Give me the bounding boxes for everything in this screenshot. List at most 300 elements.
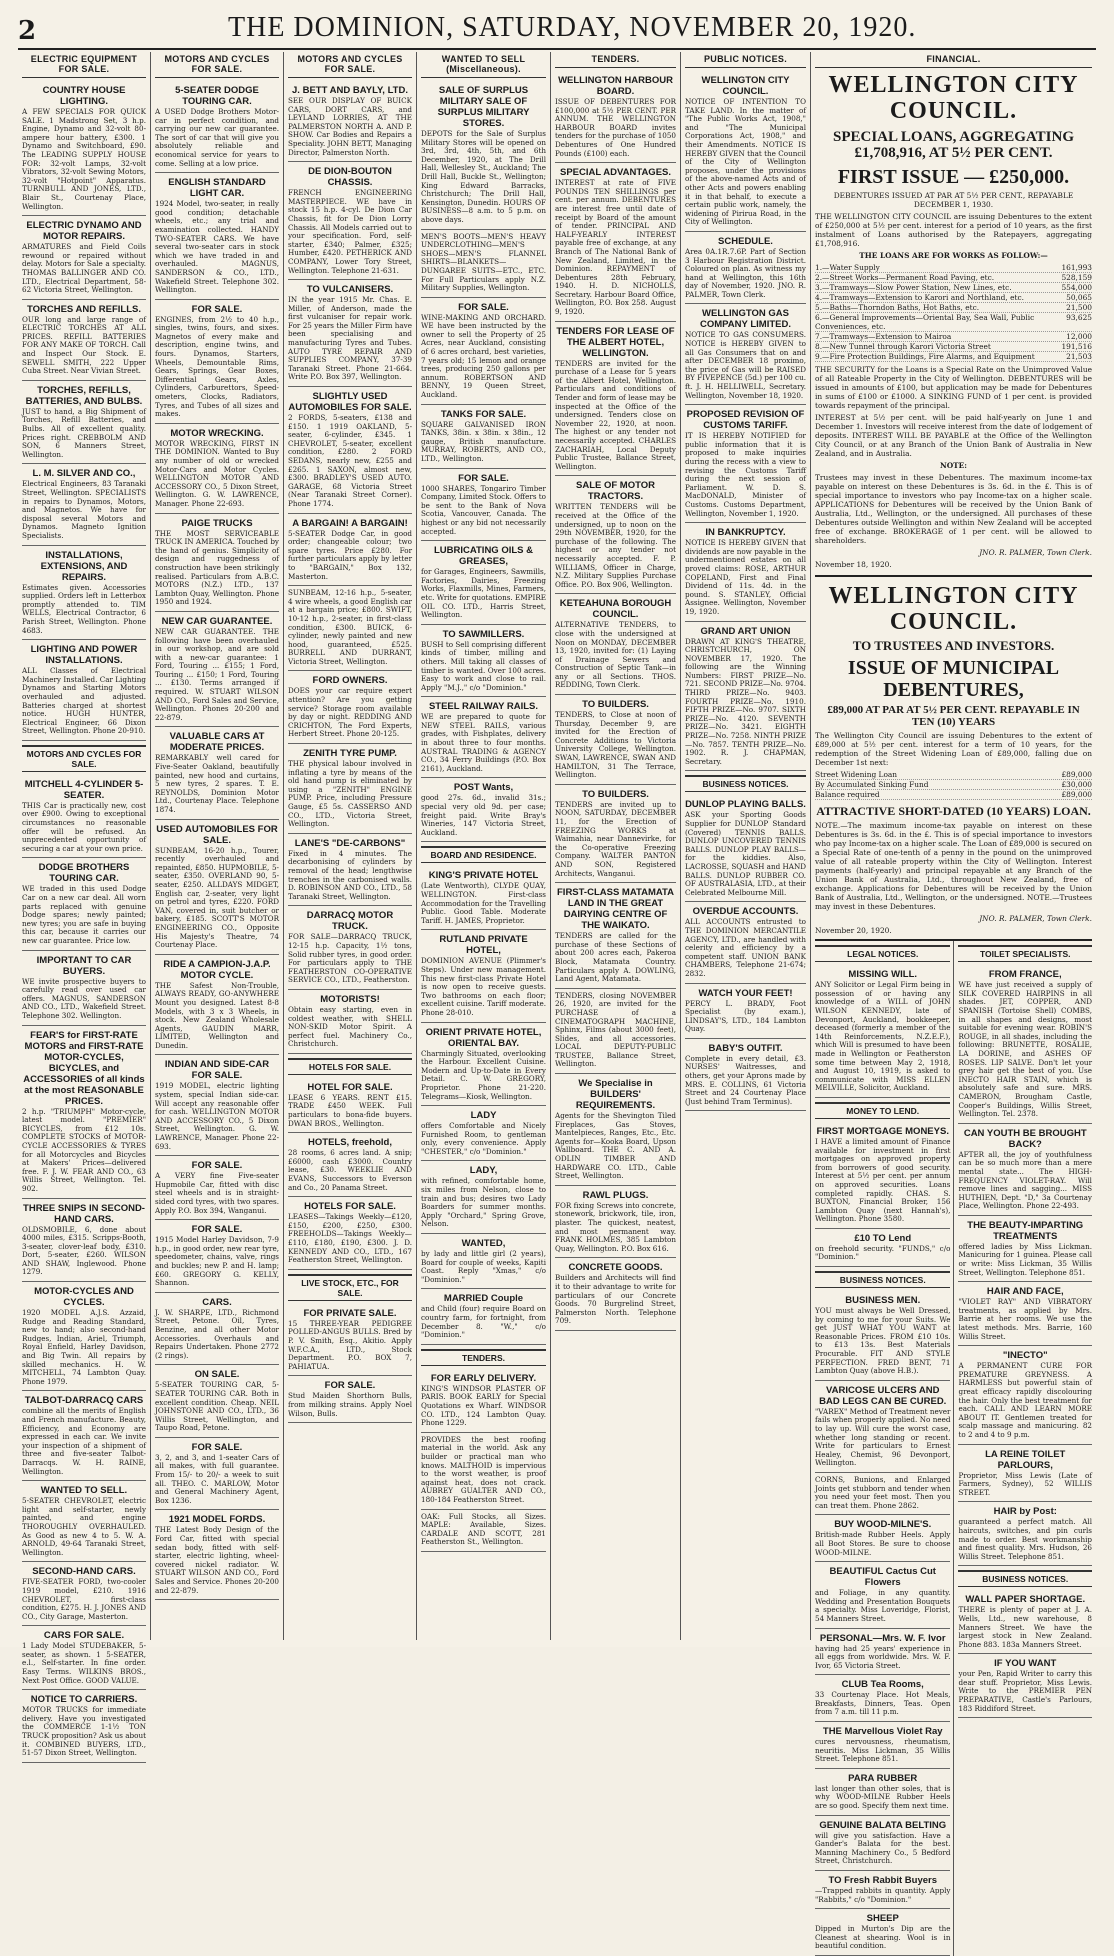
loan-label: 3.—Tramways—Slow Power Station, New Lines, etc. <box>815 282 1012 292</box>
wcc-heading-2: WELLINGTON CITY COUNCIL. <box>828 582 1079 636</box>
ad-title: CARS. <box>202 1296 232 1308</box>
ad-body: LEASE 6 YEARS. RENT £15. TRADE £450 WEEK. Full particulars to bona-fide buyers. DWAN BROS., Wellington. <box>288 1092 412 1128</box>
ad-title: FOR EARLY DELIVERY. <box>430 1372 537 1384</box>
ad-body: KING'S WINDSOR PLASTER OF PARIS. BOOK EARLY for Special Quotations ex Wharf. WINDSOR CO. LTD., 124 Lambton Quay. Phone 1229. <box>421 1383 546 1428</box>
ad-title: OVERDUE ACCOUNTS. <box>692 906 799 918</box>
advertisement <box>155 820 279 955</box>
advertisement <box>685 71 806 232</box>
loan-amount: 93,625 <box>1066 312 1092 322</box>
ad-body: MEN'S BOOTS—MEN'S HEAVY UNDERCLOTHING—MEN'S SHOES—MEN'S FLANNEL SHIRTS—BLANKETS—DUNGAREE SUITS—ETC., ETC. For Full Particulars apply N.Z. Military Supplies, Wellington. <box>421 231 546 293</box>
advertisement <box>815 1229 950 1267</box>
ad-body: with refined, comfortable home, six miles from Nelson, close to train and bus; desires two Lady Boarders for summer months. Apply "Orchard," Spring Grove, Nelson. <box>421 1176 546 1229</box>
loan-row <box>815 273 1092 283</box>
advertisement <box>155 1220 279 1293</box>
ad-body: Builders and Architects will find it to their advantage to write for particulars of our Concrete Goods. 70 Burgrelind Street, Palmerston North. Telephone 709. <box>555 1273 676 1326</box>
ad-title: THREE SNIPS IN SECOND-HAND CARS. <box>23 1202 145 1225</box>
ad-title: DARRACQ MOTOR TRUCK. <box>306 910 394 933</box>
ad-body: OLDSMOBILE, 6, done about 4000 miles, £315. Scripps-Booth, 3-seater, clover-leaf body, £310. Dort, 5-seater, £260. WILSON AND SHAW, Inglewood. Phone 1279. <box>22 1224 146 1277</box>
ad-body: ALL Classes of Electrical Machinery Installed. Car Lighting Dynamos and Starting Motors overhauled and adjusted. Batteries charged at shortest notice. HUGH HUNTER, Electrical Engineer, 66 Dixon Street, Wellington. Phone 20-910. <box>22 666 146 736</box>
ad-body: LEASES—Takings Weekly—£120, £150, £200, £250, £300. FREEHOLDS—Takings Weekly—£110, £180, £190, £300. J. D. KENNEDY AND CO., LTD., 167 Featherston Street, Wellington. <box>288 1212 412 1265</box>
ad-body: for Garages, Engineers, Sawmills, Factories, Dairies, Freezing Works, Flaxmills, Mines, Farmers, etc. Write for quotations. EMPIRE OIL CO. LTD., Harris Street, Wellington. <box>421 567 546 620</box>
ad-body: Charmingly Situated, overlooking the Harbour. Excellent Cuisine. Modern and Up-to-Date in Every Detail. C. W. GREGORY, Proprietor. Phone 21-220. Telegrams—Kiosk, Wellington. <box>421 1048 546 1101</box>
loan-row <box>815 293 1092 303</box>
advertisement <box>421 697 546 778</box>
advertisement <box>22 951 146 1026</box>
ad-body: 1 Lady Model STUDEBAKER, 5-seater, as shown. 1 5-SEATER, e.l., Self-starter. In fine order. Easy Terms. WILKINS BROS., Next Post Office. GOOD VALUE. <box>22 1641 146 1685</box>
advertisement <box>815 1122 950 1229</box>
advertisement <box>421 541 546 625</box>
ad-title: SHEEP <box>866 1913 899 1925</box>
advertisement <box>555 695 676 785</box>
advertisement <box>555 785 676 883</box>
ad-title: FIRST MORTGAGE MONEYS. <box>816 1125 949 1137</box>
advertisement <box>421 866 546 930</box>
advertisement <box>155 955 279 1056</box>
ad-body: ALL ACCOUNTS entrusted to THE DOMINION MERCANTILE AGENCY, LTD., are handled with celerity and efficiency by a competent staff. UNION BANK CHAMBERS, Telephone 21-674; 2832. <box>685 917 806 978</box>
ad-body: SUNBEAM, 16-20 h.p., Tourer, recently overhauled and repainted, £850. HUPMOBILE, 5-seater, £350. OVERLAND 90, 5-seater, £250. ALLDAYS MIDGET, English car, 2-seater, very light on petrol and tyres, £220. FORD VAN, covered in, suit butcher or bakery, £185. SCOTT'S MOTOR ENGINEERING CO., Opposite His Majesty's Theatre, 74 Courtenay Place. <box>155 845 279 950</box>
financial-header: FINANCIAL. <box>815 52 1092 68</box>
advertisement <box>958 965 1092 1124</box>
ad-title: LIGHTING AND POWER INSTALLATIONS. <box>30 644 138 667</box>
advertisement <box>22 1391 146 1481</box>
advertisement <box>815 1562 950 1628</box>
advertisement <box>555 989 676 1074</box>
masthead <box>18 8 1096 50</box>
ad-title: MARRIED Couple <box>443 1293 524 1305</box>
ad-title: ORIENT PRIVATE HOTEL, ORIENTAL BAY. <box>425 1026 542 1049</box>
advertisement <box>421 1023 546 1107</box>
advertisement <box>958 1216 1092 1282</box>
ad-body: Estimates given. Accessories supplied. Orders left in Letterbox promptly attended to. TIM WELLS, Electrical Contractor, 6 Parish Street, Wellington. Phone 4683. <box>22 582 146 635</box>
advertisement <box>288 280 412 387</box>
ad-body: 1915 Model Harley Davidson, 7-9 h.p., in good order, new rear tyre, speedometer, chains, valve, rings and buckles; new P. and H. lamp; £60. GREGORY G. KELLY, Shannon. <box>155 1235 279 1288</box>
ad-body: by lady and little girl (2 years), Board for couple of weeks, Kapiti Coast. Reply "Xmas," c/o "Dominion." <box>421 1249 546 1284</box>
ad-title: TO BUILDERS. <box>582 699 649 711</box>
ad-body: REMARKABLY well cared for Five-Seater Oakland, beautifully painted, new hood and curtains, 5 new tyres, 2 spares. T. E. REYNOLDS, Dominion Motor Ltd., Courtenay Place. Telephone 1874. <box>155 753 279 814</box>
ad-title: CAN YOUTH BE BROUGHT BACK? <box>963 1127 1087 1150</box>
advertisement <box>555 163 676 322</box>
ad-title: MOTOR WRECKING. <box>170 427 264 439</box>
columns <box>18 52 1096 1951</box>
ad-body: 1919 MODEL, electric lighting system, special Indian side-car. Will accept any reasonable offer for cash. WELLINGTON MOTOR AND ACCESSORY CO., 5 Dixon Street, Wellington. G. W. LAWRENCE, Manager. Phone 22-693. <box>155 1081 279 1151</box>
ad-body: FRENCH ENGINEERING MASTERPIECE. WE have in stock 15 h.p. 4-cyl. De Dion Car Chassis, fit for De Dion Lorry Chassis. All Models carried out to your specification. Ford, self-starter, £340; Palmer, £325; Humber, £420. PETHERICK AND COMPANY, Lower Tory Street, Wellington. Telephone 21-631. <box>288 188 412 275</box>
ad-body: THE Safest Non-Trouble, ALWAYS READY, GO-ANYWHERE Mount you designed. Latest 8-8 Models, with 3 x 3 Wheels, in stock. New Zealand Wholesale Agents, GAUDIN MARR, LIMITED, Wellington and Dunedin. <box>155 980 279 1050</box>
ad-title: HOTEL FOR SALE. <box>307 1081 393 1093</box>
ad-title: SLIGHTLY USED AUTOMOBILES FOR SALE. <box>288 391 412 414</box>
advertisement <box>815 1381 950 1473</box>
ad-title: THE BEAUTY-IMPARTING TREATMENTS <box>967 1219 1084 1242</box>
ad-body: —Trapped rabbits in quantity. Apply "Rabbits," c/o "Dominion." <box>815 1886 951 1904</box>
advertisement <box>815 1629 950 1676</box>
ad-title: RUTLAND PRIVATE HOTEL, <box>439 934 528 957</box>
security-text: THE SECURITY for the Loans is a Special Rate on the Unimproved Value of all Rateable Property in the City of Wellington. DEBENTURES will be issued in amounts of £100, but application may be made for Debentures in sums of £100 or £1000. A SINKING FUND of 1 per cent. is provided towards repayment of the principal. <box>815 364 1092 410</box>
ad-body: FOR SALE—DARRACQ TRUCK, 12-15 h.p. Capacity, 1½ tons, Solid rubber tyres, in good order. For particulars apply to THE FEATHERSTON CO-OPERATIVE SERVICE CO., LTD., Featherston. <box>288 932 412 985</box>
loan-row <box>815 283 1092 293</box>
ad-body: ISSUE OF DEBENTURES FOR £100,000 at 5½ PER CENT. PER ANNUM. THE WELLINGTON HARBOUR BOARD invites tenders for the purchase of 1050 Debentures of One Hundred Pounds (£100) each. <box>555 97 676 158</box>
ad-title: INDIAN AND SIDE-CAR FOR SALE. <box>164 1059 270 1082</box>
advertisement <box>815 1291 950 1381</box>
ad-title: LANE'S "DE-CARBONS" <box>294 837 406 849</box>
interest-text: INTEREST at 5½ per cent. will be paid half-yearly on June 1 and December 1. Investors will receive interest from the date of lodgement of deposits. INTEREST WILL BE PAYABLE at the Office of the Wellington City Council, or at any Branch of the Union Bank of Australia in New Zealand, and in Australia. <box>815 412 1092 458</box>
loan-row <box>815 780 1092 790</box>
business-notices-heading: BUSINESS NOTICES. <box>815 1271 950 1288</box>
loan-label: 1.—Water Supply <box>815 262 880 272</box>
loan-row <box>815 342 1092 352</box>
loan-amount: 554,000 <box>1061 282 1092 292</box>
advertisement <box>155 1510 279 1600</box>
ad-body: Electrical Engineers, 83 Taranaki Street, Wellington. SPECIALISTS in repairs to Dynamos, Motors, and Magnetos. We have for disposal several Motors and Dynamos. Magneto Ignition Specialists. <box>22 479 146 540</box>
ad-title: LUBRICATING OILS & GREASES, <box>433 545 534 568</box>
loan-amount: 191,516 <box>1061 341 1092 351</box>
ad-title: TO VULCANISERS. <box>306 284 394 296</box>
ad-body: 2 FORDS, 5-seaters, £138 and £150. 1 1919 OAKLAND, 5-seater, 6-cylinder, £345. 1 CHEVROLET, 5-seater, excellent condition, £280. 2 FORD SEDANS, nearly new, £255 and £265. 1 SAXON, almost new, £300. BRADLEY'S USED AUTO. GARAGE, 68 Victoria Street (Near Taranaki Street Corner). Phone 1774. <box>288 413 412 508</box>
ad-body: 1000 SHARES, Tongariro Timber Company, Limited Stock. Offers to be sent to the Bank of Nova Scotia, Vancouver, Canada. The highest or any bid not necessarily accepted. <box>421 483 547 536</box>
advertisement <box>815 1909 950 1956</box>
ad-body: SQUARE GALVANISED IRON TANKS, 38in. x 38in. x 38in., 12 gauge, British manufacture. MURRAY, ROBERTS, AND CO., LTD., Wellington. <box>421 419 546 463</box>
advertisement <box>22 1690 146 1763</box>
ad-body: ENGINES, from 2½ to 40 h.p., singles, twins, fours, and sixes. Magnetos of every make and description, engine twins, and fours. Dynamos, Starters, Wheels, Demountable Rims, Gears, Springs, Gear Boxes, Differential Gears, Axles, Cylinders, Carburettors, Speed-ometers, Clocks, Radiators, Tyres, and Tubes of all sizes and makes. <box>155 314 279 419</box>
loan-label: Street Widening Loan <box>815 770 898 780</box>
ad-title: IMPORTANT TO CAR BUYERS. <box>36 954 132 977</box>
note-text: Trustees may invest in these Debentures. The maximum income-tax payable on interest on these Debentures is 3s. 6d. in the £. This is of special importance to investors who pay Income-tax on a higher scale. APPLICATIONS for Debentures will be received by the Union Bank of Australia, Ltd., Wellington, or the undersigned. All purchases of these Debentures outside Wellington and within New Zealand will be accepted free of exchange. BROKERAGE of 1 per cent. will be allowed to shareholders. <box>815 472 1092 545</box>
municipal-heading: ISSUE OF MUNICIPAL DEBENTURES, <box>847 656 1060 701</box>
advertisement <box>958 1654 1092 1718</box>
ad-title: STEEL RAILWAY RAILS. <box>428 701 539 713</box>
advertisement <box>685 902 806 983</box>
ad-body: your Pen, Rapid Writer to carry this dear stuff. Proprietor, Miss Lewis. Write to the PREMIER PEN PREPARATIVE, Castle's Parlours, 183 Riddiford Street. <box>958 1669 1092 1713</box>
advertisement <box>685 795 806 902</box>
short-dated-heading: ATTRACTIVE SHORT-DATED (10 YEARS) LOAN. <box>816 804 1091 819</box>
ad-body: FIVE-SEATER FORD, two-cooler 1919 model, £210. 1916 CHEVROLET, first-class condition, £275. H. J. JONES AND CO., City Garage, Masterton. <box>22 1577 146 1621</box>
ad-body: 28 rooms, 6 acres land. A snip; £6000, cash £3000. Country lease, £30. WEEKLIE AND EVANS, Successors to Everson and Co., 20 Panama Street. <box>288 1148 412 1192</box>
ad-title: HOTELS FOR SALE. <box>304 1201 396 1213</box>
ad-title: FOR SALE. <box>458 472 509 484</box>
advertisement <box>685 622 806 772</box>
ad-body: WINE-MAKING AND ORCHARD. WE have been instructed by the owner to sell the Property of 25 Acres, near Auckland, consisting of 6 acres orchard, best varieties, 7 years old; 15 lemon and orange trees, producing 250 gallons per annum. ROBERTSON AND BENNY, 19 Queen Street, Auckland. <box>421 312 546 400</box>
ad-body: ASK your Sporting Goods Supplier for DUNLOP Standard (Covered) TENNIS BALLS. DUNLOP UNCOVERED TENNIS BALLS. DUNLOP PLAY BALLS—for the kiddies. Also, LACROSSE, SQUASH and HAND BALLS. DUNLOP RUBBER CO. OF AUSTRALASIA, LTD., at their Celebrated Melbourne Mill. <box>685 810 806 897</box>
section-heading: TENDERS. <box>421 1349 546 1366</box>
ad-title: POST Wants, <box>453 782 514 794</box>
legal-notices-heading: LEGAL NOTICES. <box>815 945 950 962</box>
ad-body: AFTER all, the joy of youthfulness can be so much more than a mere mental state... The HIGH-FREQUENCY VIOLET-RAY. Will remove lines and sagging... MISS HUTHIEN, Dept. "D," 3a Courtenay Place, Wellington. Phone 22-493. <box>958 1149 1092 1211</box>
advertisement <box>288 1078 412 1133</box>
special-loans-heading: SPECIAL LOANS, AGGREGATING £1,708,916, AT 5½ PER CENT. <box>832 128 1075 162</box>
loan-row <box>815 303 1092 313</box>
column-wanted-to-sell <box>417 52 551 1640</box>
ad-title: RIDE A CAMPION-J.A.P. MOTOR CYCLE. <box>163 958 271 981</box>
advertisement <box>288 1376 412 1423</box>
ad-title: FOR SALE. <box>191 303 243 315</box>
ad-title: TANKS FOR SALE. <box>440 408 527 420</box>
ad-title: TO BUILDERS. <box>582 788 649 800</box>
advertisement <box>685 405 806 523</box>
advertisement <box>815 1722 950 1769</box>
ad-body: combine all the merits of English and French manufacture. Beauty, Efficiency, and Economy are expressed in each car. We invite your inspection of a shipment of three and five-seater Talbot-Darracqs. W. H. RAINE, Wellington. <box>22 1406 146 1476</box>
ad-body: SUNBEAM, 12-16 h.p., 5-seater, 4 wire wheels, a good English car at a bargain price; £800. SWIFT, 10-12 h.p., 2-seater, in first-class condition, £300. BUICK, 6-cylinder, newly painted and new hood, guaranteed, £525. BURRELL AND DURRANT, Victoria Street, Wellington. <box>288 588 412 666</box>
trustees-heading: TO TRUSTEES AND INVESTORS. <box>852 637 1055 653</box>
ad-title: GRAND ART UNION <box>700 625 791 637</box>
advertisement <box>421 469 546 542</box>
ad-title: SECOND-HAND CARS. <box>32 1566 136 1578</box>
ad-title: FOR SALE. <box>458 301 509 313</box>
ad-body: DOES your car require expert attention? Are you getting service? Storage room available by day or night. REDDING AND CRICHTON, The Ford Experts, Herbert Street. Phone 20-125. <box>288 686 412 739</box>
loan-row <box>815 770 1092 780</box>
ad-title: WANTED, <box>461 1238 506 1250</box>
ad-title: WALL PAPER SHORTAGE. <box>965 1594 1086 1606</box>
ad-title: KETEAHUNA BOROUGH COUNCIL. <box>559 598 672 621</box>
advertisement <box>288 387 412 514</box>
loan-label: 9.—Fire Protection Buildings, Fire Alarms, and Equipment <box>815 351 1035 361</box>
ad-title: CLUB Tea Rooms, <box>841 1679 924 1691</box>
advertisement <box>155 514 279 612</box>
ad-body: ALTERNATIVE TENDERS, to close with the undersigned at Noon on MONDAY, DECEMBER 13, 1920, invited for: (1) Laying of Drainage Sewers and Construction of Septic Tank—in any or all Sections. THOS. REDDING, Town Clerk. <box>555 620 676 690</box>
advertisement <box>155 1156 279 1220</box>
ad-title: WATCH YOUR FEET! <box>698 987 793 999</box>
ad-body: FOR fixing Screws into concrete, stonework, brickwork, tile, iron, plaster. The quickest, neatest, and most permanent way. FRANK HOLMES, 385 Lambton Quay, Wellington. P.O. Box 616. <box>555 1200 676 1253</box>
ad-body: ANY Solicitor or Legal Firm being in possession of or having any knowledge of a WILL of JOHN WILSON KENNEDY, late of Devonport, Auckland, bookkeeper, deceased (formerly a member of the 14th Reinforcements, N.Z.E.F.), which Will is presumed to have been made in Wellington or Featherston some time between May 2, 1918, and August 10, 1919, is asked to communicate with MISS ELLEN MELVILLE, Solicitor, Auckland. <box>815 980 951 1093</box>
ad-title: TALBOT-DARRACQ CARS <box>24 1395 144 1407</box>
divider <box>815 575 1092 577</box>
advertisement <box>155 81 279 173</box>
advertisement <box>958 1282 1092 1346</box>
advertisement <box>288 81 412 162</box>
ad-title: IF YOU WANT <box>994 1658 1057 1670</box>
advertisement <box>815 1871 950 1909</box>
loan-row <box>815 790 1092 800</box>
advertisement <box>421 1289 546 1344</box>
ad-title: LADY, <box>469 1165 498 1177</box>
advertisement <box>815 1473 950 1515</box>
advertisement <box>288 586 412 671</box>
ad-body: BUSH to Sell comprising different kinds of timber, milling and others. Mill taking all classes of timber is wanted. Over 100 acres. Easy to work and close to rail. Apply "M.J.," c/o "Dominion." <box>421 639 546 692</box>
ad-title: WANTED TO SELL. <box>40 1485 128 1497</box>
section-heading: MOTORS AND CYCLES FOR SALE. <box>22 745 146 772</box>
ad-title: BEAUTIFUL Cactus Cut Flowers <box>829 1566 936 1589</box>
short-dated-text: NOTE.—The maximum income-tax payable on interest on these Debentures is 3s. 6d. in the £. This is of special importance to investors who pay Income-tax on a higher scale. The Loan of £89,000 is secured on a Special Rate of one-tenth of a penny in the pound on the unimproved value of all rateable property within the City of Wellington. Interest payments (half-yearly) and principal repayable at any Branch of the Union Bank of Australia, Ltd., throughout New Zealand, free of exchange. Applications for Debentures will be received by the Union Bank of Australia, Ltd., Wellington, or the undersigned. NOTE.—Trustees may invest in these Debentures. <box>815 821 1092 912</box>
ad-title: SPECIAL ADVANTAGES. <box>559 167 672 179</box>
ad-title: BABY'S OUTFIT. <box>708 1042 783 1054</box>
ad-body: THE physical labour involved in inflating a tyre by means of the old hand pump is eliminated by using a "ZENITH" ENGINE PUMP. Price, including Pressure Gauge, £5 5s. CASSERSO AND CO., LTD., Victoria Street, Wellington. <box>288 759 412 829</box>
advertisement <box>22 216 146 300</box>
ad-title: HAIR AND FACE, <box>986 1286 1064 1298</box>
ad-body: I HAVE a limited amount of Finance available for investment in first mortgages on approved property from borrowers of good security. Interest at 5½ per cent. per annum on approved securities. Loans completed rapidly. CHAS. S. BUXTON, Financial Broker, 156 Lambton Quay (next Hannah's), Wellington. Phone 3580. <box>815 1136 951 1224</box>
loan-label: By Accumulated Sinking Fund <box>815 780 929 790</box>
loan-amount: £89,000 <box>1061 790 1092 800</box>
ad-body: "VIOLET RAY" AND VIBRATORY treatments, as applied by Mrs. Barrie at her rooms. We use the latest methods. Mrs. Barrie, 160 Willis Street. <box>958 1297 1092 1341</box>
ad-body: 2 h.p. "TRIUMPH" Motor-cycle, latest model. "PREMIER" BICYCLES, from £12 10s. COMPLETE STOCKS of MOTOR-CYCLE ACCESSORIES & TYRES for all Motorcycles and Bicycles at Makers' Prices—delivered free. F. J. W. FEAR AND CO., 63 Willis Street, Wellington. Tel. 902. <box>22 1106 146 1193</box>
ad-body: PROVIDES the best roofing material in the world. Ask any builder or practical man who knows. MALTHOID is impervious to the worst weather, is proof against heat, does not crack. AUBREY GUALTER AND CO., 180-184 Featherston Street. <box>421 1434 546 1504</box>
advertisement <box>22 640 146 741</box>
ad-title: FOR SALE. <box>324 1380 376 1392</box>
advertisement <box>555 594 676 695</box>
ad-title: FEAR'S for FIRST-RATE MOTORS and FIRST-RATE MOTOR-CYCLES, BICYCLES, and ACCESSORIES of all kinds at the most REASONABLE PRICES. <box>23 1029 145 1107</box>
ad-title: 5-SEATER DODGE TOURING CAR. <box>175 85 259 107</box>
advertisement <box>22 546 146 641</box>
advertisement <box>421 1433 546 1510</box>
advertisement <box>155 173 279 300</box>
loans-list-heading: THE LOANS ARE FOR WORKS AS FOLLOW:— <box>859 250 1048 260</box>
column-heading: PUBLIC NOTICES. <box>685 52 806 68</box>
advertisement <box>555 1186 676 1259</box>
ad-title: FORD OWNERS. <box>312 675 388 687</box>
ad-title: J. BETT AND BAYLY, LTD. <box>292 85 408 96</box>
advertisement <box>155 1055 279 1156</box>
ad-title: KING'S PRIVATE HOTEL <box>428 870 539 882</box>
section-heading: LIVE STOCK, ETC., FOR SALE. <box>288 1274 412 1301</box>
loan-intro: THE WELLINGTON CITY COUNCIL are issuing Debentures to the extent of £250,000 at 5½ per cent. interest for a period of 10 years, as the first instalment of Loans authorised by the Ratepayers, aggregating £1,708,916. <box>815 211 1092 248</box>
ad-title: DUNLOP PLAYING BALLS. <box>685 799 806 811</box>
advertisement <box>421 930 546 1022</box>
date-1: November 18, 1920. <box>815 559 892 569</box>
column-financial <box>811 52 1096 1951</box>
advertisement <box>421 778 546 842</box>
advertisement <box>555 71 676 163</box>
advertisement <box>421 625 546 698</box>
loan-row <box>815 313 1092 332</box>
ad-body: NOTICE IS HEREBY GIVEN that dividends are now payable in the undermentioned estates on all proved claims: ROSE, ARTHUR COPELAND, First and Final Dividend of 11s. 4d. in the pound. S. STANLEY, Official Assignee. Wellington, November 19, 1920. <box>685 538 806 616</box>
ad-title: BUY WOOD-MILNE'S. <box>834 1519 932 1531</box>
ad-body: 5-SEATER CHEVROLET, electric light and self-starter, newly painted, and engine THOROUGHLY OVERHAULED. As Good as new 4 to 5. W. A. ARNOLD, 49-64 Taranaki Street, Wellington. <box>22 1496 146 1557</box>
ad-title: THE Marvellous Violet Ray <box>822 1726 943 1738</box>
ad-body: 1920 MODEL A.J.S. Azzaid, Rudge and Reading Standard, new to hand; also second-hand Rudges, Indian, Ariel, Triumph, Royal Enfield, Harley Davidson, and Big Twin. All repairs by skilled mechanics. H. W. MITCHELL, 74 Lambton Quay. Phone 1979. <box>22 1308 146 1386</box>
toilet-specialists-heading: TOILET SPECIALISTS. <box>958 945 1092 962</box>
ad-body: A FEW SPECIALS FOR QUICK SALE. 1 Madstrong Set, 3 h.p. Engine, Dynamo and 32-volt 80-ampere hour battery, £300. 1 Dynamo and Switchboard, £90. The LEADING SUPPLY HOUSE FOR: 32-volt Lamps, 32-volt Vibrators, 32-volt Sewing Motors, 32-volt "Hotpoint" Apparatus. TURNBULL AND JONES, LTD., Blair St., Courtenay Place, Wellington. <box>22 107 146 211</box>
advertisement <box>685 984 806 1039</box>
ad-title: MOTORISTS! <box>320 993 380 1005</box>
advertisement <box>555 322 676 477</box>
ad-body: WRITTEN TENDERS will be received at the Office of the undersigned, up to noon on the 29th NOVEMBER, 1920, for the purchase of the following. The highest or any tender not necessarily accepted. F. P. WILLIAMS, Officer in Charge, N.Z. Military Supplies Purchase Office. P.O. Box 906, Wellington. <box>555 502 676 589</box>
ad-title: HOTELS, freehold, <box>308 1137 392 1149</box>
advertisement <box>958 1124 1092 1216</box>
loan-amount: 12,000 <box>1066 331 1092 341</box>
ad-body: "VAREX" Method of Treatment never fails when properly applied. No need to lay up. Will cure the worst case, whether long standing or recent. Write for particulars to Ernest Healey, Chemist, 96 Devonport, Wellington. <box>815 1406 951 1468</box>
wcc-heading: WELLINGTON CITY COUNCIL. <box>828 72 1079 125</box>
ad-body: MOTOR WRECKING, FIRST IN THE DOMINION. Wanted to Buy any number of old or wrecked Motor-Cars and Motor Cycles. WELLINGTON MOTOR AND ACCESSORY CO., 5 Dixon Street, Wellington. G. W. LAWRENCE, Manager. Phone 22-693. <box>155 438 279 508</box>
ad-body: ARMATURES and Field Coils rewound or repaired without delay. Motors for Sale a specialty. THOMAS BALLINGER AND CO. LTD., Electrical Department, 58-62 Victoria Street, Wellington. <box>22 242 146 295</box>
ad-title: MITCHELL 4-CYLINDER 5-SEATER. <box>24 778 144 801</box>
advertisement <box>22 1199 146 1283</box>
ad-body: last longer than other soles, that is why WOOD-MILNE Rubber Heels are so good. Specify them next time. <box>815 1783 951 1811</box>
ad-body: 15 THREE-YEAR PEDIGREE POLLED-ANGUS BULLS. Bred by P. V. Smith, Esq., Akitio. Apply W.F.C.A., LTD., Stock Department. P.O. BOX 7, PAHIATUA. <box>288 1318 412 1371</box>
ad-title: £10 TO Lend <box>854 1232 912 1244</box>
ad-body: OUR long and large range of ELECTRIC TORCHES AT ALL PRICES. REFILL BATTERIES FOR ANY MAKE OF TORCH. Call and Inspect Our Stock. E. SEWELL SMITH, 222 Upper Cuba Street. Near Vivian Street. <box>22 314 146 376</box>
ad-title: MISSING WILL. <box>848 969 918 981</box>
loan-label: 8.—New Tunnel through Karori Victoria Street <box>815 341 991 351</box>
ad-body: 5-SEATER Dodge Car, in good order; changeable colour; two spare tyres. Price £280. For further particulars apply by letter to "BARGAIN," Box 132, Masterton. <box>288 528 412 581</box>
advertisement <box>288 671 412 744</box>
signature-1: JNO. R. PALMER, Town Clerk. <box>979 547 1092 557</box>
advertisement <box>421 1369 546 1433</box>
ad-title: SALE OF MOTOR TRACTORS. <box>576 480 655 503</box>
column-electric-motors <box>18 52 151 1758</box>
ad-body: DRAWN AT KING'S THEATRE, CHRISTCHURCH, ON NOVEMBER 17, 1920. The following are the Winning Numbers: FIRST PRIZE—No. 721. SECOND PRIZE—No. 9704. THIRD PRIZE—No. 9403. FOURTH PRIZE—No. 1910. FIFTH PRIZE—No. 9707. SIXTH PRIZE—No. 4120. SEVENTH PRIZE—No. 3421. EIGHTH PRIZE—No. 7258. NINTH PRIZE—No. 7857. TENTH PRIZE—No. 1902. R. J. CHAPMAN, Secretary. <box>685 636 806 766</box>
ad-body: Obtain easy starting, even in coldest weather, with SHELL NON-SKID Motor Spirit. A perfect fuel. Machinery Co., Christchurch. <box>288 1004 412 1049</box>
ad-body: PERCY L. BRADY, Foot Specialist (by exam.), LINDSAY'S, LTD., 184 Lambton Quay. <box>685 998 806 1034</box>
ad-body: THE Latest Body Design of the Ford Car, fitted with special sedan body, fitted with self-starter, electric lighting, wheel-covered nickel radiator. W. STUART WILSON AND CO., Ford Sales and Service. Phones 20-200 and 22-879. <box>155 1525 279 1595</box>
advertisement <box>555 476 676 594</box>
advertisement <box>421 405 546 469</box>
ad-body: WE traded in this used Dodge Car on a new car deal. All worn parts replaced with genuine Dodge spares; newly painted; new tyres; you are safe in buying this car, because it carries our new car guarantee. Price low. <box>22 884 146 945</box>
loan-label: 6.—General Improvements—Oriental Bay, Sea Wall, Public Conveniences, etc. <box>815 312 1035 331</box>
ad-body: A VERY fine Five-seater Hupmobile Car, fitted with disc steel wheels and is in straight-sided cord tyres, with two spares. Apply P.O. Box 394, Wanganui. <box>155 1171 279 1215</box>
ad-title: FOR SALE. <box>191 1224 243 1236</box>
advertisement <box>22 858 146 950</box>
advertisement <box>815 1816 950 1871</box>
ad-title: TO Fresh Rabbit Buyers <box>828 1875 938 1887</box>
column-motors-2 <box>151 52 284 1640</box>
advertisement <box>958 1346 1092 1444</box>
advertisement <box>288 514 412 587</box>
advertisement <box>555 883 676 989</box>
advertisement <box>22 300 146 381</box>
ad-title: WELLINGTON HARBOUR BOARD. <box>558 75 673 97</box>
ad-body: TENDERS are called for the purchase of these Sections of about 200 acres each, Pakeroa Block, Matamata Country. Particulars apply A. DOWLING, Land Agent, Matamata. <box>555 931 676 984</box>
column-heading: ELECTRIC EQUIPMENT FOR SALE. <box>22 52 146 78</box>
ad-title: CONCRETE GOODS. <box>568 1262 663 1274</box>
loans-list <box>815 263 1092 362</box>
ad-body: NOTICE TO GAS CONSUMERS. NOTICE is HEREBY GIVEN to all Gas Consumers that on and after DECEMBER 18 proximo, the price of Gas will be RAISED BY FIVEPENCE (5d.) per 100 cu. ft. J. H. HELLIWELL, Secretary. Wellington, November 18, 1920. <box>685 330 806 400</box>
advertisement <box>421 81 546 230</box>
advertisement <box>685 1039 806 1112</box>
ad-title: SCHEDULE. <box>718 235 773 247</box>
ad-body: NEW CAR GUARANTEE. THE following have been overhauled in our workshop, and are sold with a new-car guarantee: 1 Ford, Touring ... £155; 1 Ford, Touring ... £150; 1 Ford, Touring ... £130. Terms arranged if required. W. STUART WILSON AND CO., Ford Sales and Service, Wellington. Phones 20-200 and 22-879. <box>155 626 279 722</box>
ad-body: IN the year 1915 Mr. Chas. E. Miller, of Anderson, made the first vulcaniser for repair work. For 25 years the Miller Firm have been specialising and manufacturing Tyres and Tubes. AUTO TYRE REPAIR AND SUPPLIES COMPANY, 37-39 Taranaki Street. Phone 21-664. Write P.O. Box 397, Wellington. <box>288 295 412 382</box>
ad-title: USED AUTOMOBILES FOR SALE. <box>156 823 278 846</box>
ad-body: WE invite prospective buyers to carefully read over used car offers. MAGNUS, SANDERSON AND CO., LTD., Wakefield Street. Telephone 302. Wellington. <box>22 976 146 1020</box>
debenture-line: DEBENTURES ISSUED AT PAR AT 5½ PER CENT., REPAYABLE DECEMBER 1, 1930. <box>833 190 1074 209</box>
section-heading: BOARD AND RESIDENCE. <box>421 846 546 863</box>
loan-row <box>815 352 1092 362</box>
ad-title: SALE OF SURPLUS MILITARY SALE OF SURPLUS MILITARY STORES. <box>437 85 530 129</box>
ad-title: WELLINGTON CITY COUNCIL. <box>701 75 790 97</box>
ad-body: Agents for the Shevington Tiled Fireplaces, Gas Stoves, Mantelpieces, Ranges, Etc., Etc. Agents for—Kooka Board, Upson Wallboard. THE C. AND A. ODLIN TIMBER AND HARDWARE CO. LTD., Cable Street, Wellington. <box>555 1111 676 1181</box>
ad-title: VALUABLE CARS AT MODERATE PRICES. <box>169 731 265 754</box>
ad-title: LADY <box>470 1110 497 1122</box>
ad-title: ELECTRIC DYNAMO AND MOTOR REPAIRS. <box>26 220 142 243</box>
ad-title: FIRST-CLASS MATAMATA LAND IN THE GREAT DAIRYING CENTRE OF THE WAIKATO. <box>557 887 674 932</box>
ad-title: ZENITH TYRE PUMP. <box>303 748 397 760</box>
note-heading: NOTE: <box>939 460 968 470</box>
column-heading: TENDERS. <box>555 52 676 68</box>
advertisement <box>155 1438 279 1511</box>
advertisement <box>22 1626 146 1690</box>
ad-title: NEW CAR GUARANTEE. <box>161 615 273 627</box>
ad-title: VARICOSE ULCERS AND BAD LEGS CAN BE CURED. <box>819 1384 947 1407</box>
ad-title: PROPOSED REVISION OF CUSTOMS TARIFF. <box>686 409 805 432</box>
advertisement <box>22 81 146 216</box>
ad-body: good 27s. 6d., invalid 31s.; special very old 9d. per case; freight paid. Write Bray's Wineries, 147 Victoria Street, Auckland. <box>421 793 546 837</box>
ad-body: 33 Courtenay Place. Hot Meals, Breakfasts, Dinners, Teas. Open from 7 a.m. till 11 p.m. <box>815 1690 951 1717</box>
loan-amount: 528,159 <box>1061 272 1092 282</box>
ad-body: and Child (four) require Board on country farm, for fortnight, from December 8. "W.," c/o "Dominion." <box>421 1304 546 1340</box>
advertisement <box>421 230 546 298</box>
ad-title: PAIGE TRUCKS <box>181 517 253 529</box>
ad-title: TENDERS FOR LEASE OF THE ALBERT HOTEL, WELLINGTON. <box>556 325 675 359</box>
loan-label: 7.—Tramways—Extension to Mairoa <box>815 331 952 341</box>
advertisement <box>555 1074 676 1186</box>
advertisement <box>421 1106 546 1161</box>
loan-amount: 21,503 <box>1066 351 1092 361</box>
municipal-intro: The Wellington City Council are issuing Debentures to the extent of £89,000 at 5½ per cent. interest for a term of 10 years, for the redemption of the Street Widening Loan of £89,000, falling due on December 1st next: <box>815 731 1092 768</box>
ad-title: FOR SALE. <box>191 1441 243 1453</box>
ad-title: GENUINE BALATA BELTING <box>819 1819 947 1831</box>
ad-body: MOTOR TRUCKS for immediate delivery. Have you investigated the COMMERCE 1-1½ TON TRUCK proposition? Ask us about it. COMBINED BUYERS, LTD., 51-57 Dixon Street, Wellington. <box>22 1705 146 1758</box>
column-heading: MOTORS AND CYCLES FOR SALE. <box>288 52 412 78</box>
ad-title: COUNTRY HOUSE LIGHTING. <box>42 85 126 107</box>
ad-title: PERSONAL—Mrs. W. F. Ivor <box>819 1632 946 1644</box>
ad-body: THE MOST SERVICEABLE TRUCK IN AMERICA. Touched by the hand of genius. Simplicity of design and ruggedness of construction have been strikingly realised. Particulars from A.B.C. MOTORS (N.Z.) LTD., 137 Lambton Quay, Wellington. Phone 1950 and 1924. <box>155 528 279 607</box>
advertisement <box>555 1258 676 1331</box>
